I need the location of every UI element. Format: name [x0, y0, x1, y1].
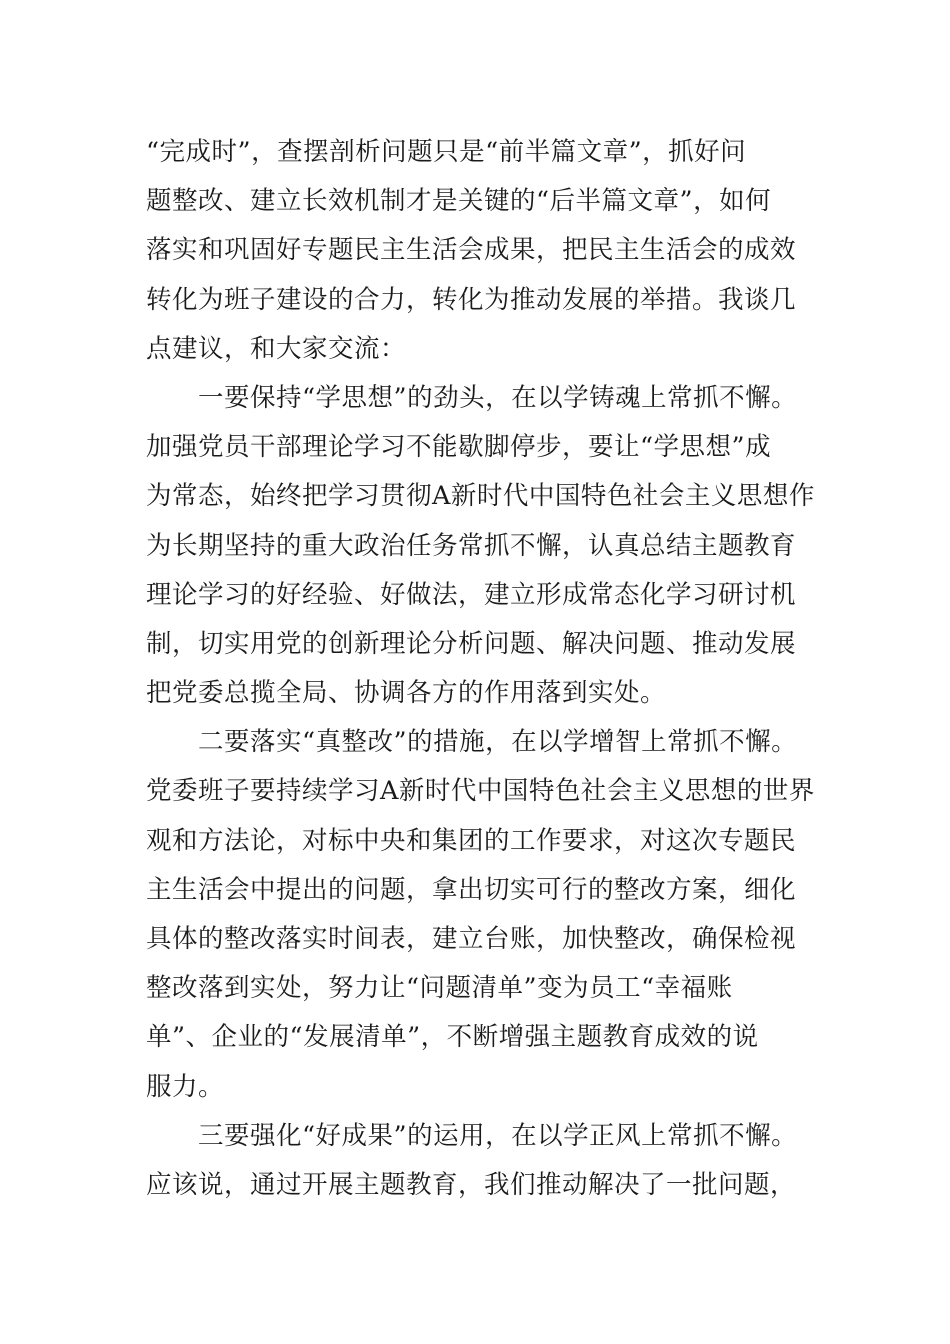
text-line: 制，切实用党的创新理论分析问题、解决问题、推动发展: [146, 628, 797, 659]
text-line: 观和方法论，对标中央和集团的工作要求，对这次专题民: [146, 825, 797, 856]
text-line: 具体的整改落实时间表，建立台账，加快整改，确保检视: [146, 924, 797, 954]
text-line: 把党委总揽全局、协调各方的作用落到实处。: [146, 678, 667, 709]
text-line: 点建议，和大家交流：: [146, 333, 407, 364]
text-line: 理论学习的好经验、好做法，建立形成常态化学习研讨机: [146, 579, 797, 610]
text-line: 落实和巩固好专题民主生活会成果，把民主生活会的成效: [146, 235, 797, 266]
text-line: “完成时”，查摆剖析问题只是“前半篇文章”，抓好问: [146, 137, 747, 167]
paragraph-first-line: 三要强化“好成果”的运用，在以学正风上常抓不懈。: [198, 1120, 798, 1151]
paragraph-first-line: 一要保持“学思想”的劲头，在以学铸魂上常抓不懈。: [198, 382, 798, 413]
text-line: 服力。: [146, 1071, 225, 1102]
text-line: 应该说，通过开展主题教育，我们推动解决了一批问题，: [146, 1169, 797, 1200]
text-line: 单”、企业的“发展清单”，不断增强主题教育成效的说: [146, 1022, 759, 1053]
text-line: 为常态，始终把学习贯彻A新时代中国特色社会主义思想作: [146, 481, 815, 512]
text-line: 整改落到实处，努力让“问题清单”变为员工“幸福账: [146, 973, 733, 1004]
text-line: 为长期坚持的重大政治任务常抓不懈，认真总结主题教育: [146, 530, 797, 561]
paragraph-first-line: 二要落实“真整改”的措施，在以学增智上常抓不懈。: [198, 727, 798, 758]
document-body: [146, 128, 836, 1210]
text-line: 转化为班子建设的合力，转化为推动发展的举措。我谈几: [146, 284, 797, 315]
text-line: 党委班子要持续学习A新时代中国特色社会主义思想的世界: [146, 776, 815, 807]
text-line: 主生活会中提出的问题，拿出切实可行的整改方案，细化: [146, 874, 797, 905]
text-line: 题整改、建立长效机制才是关键的“后半篇文章”，如何: [146, 186, 772, 217]
text-line: 加强党员干部理论学习不能歇脚停步，要让“学思想”成: [146, 432, 772, 463]
